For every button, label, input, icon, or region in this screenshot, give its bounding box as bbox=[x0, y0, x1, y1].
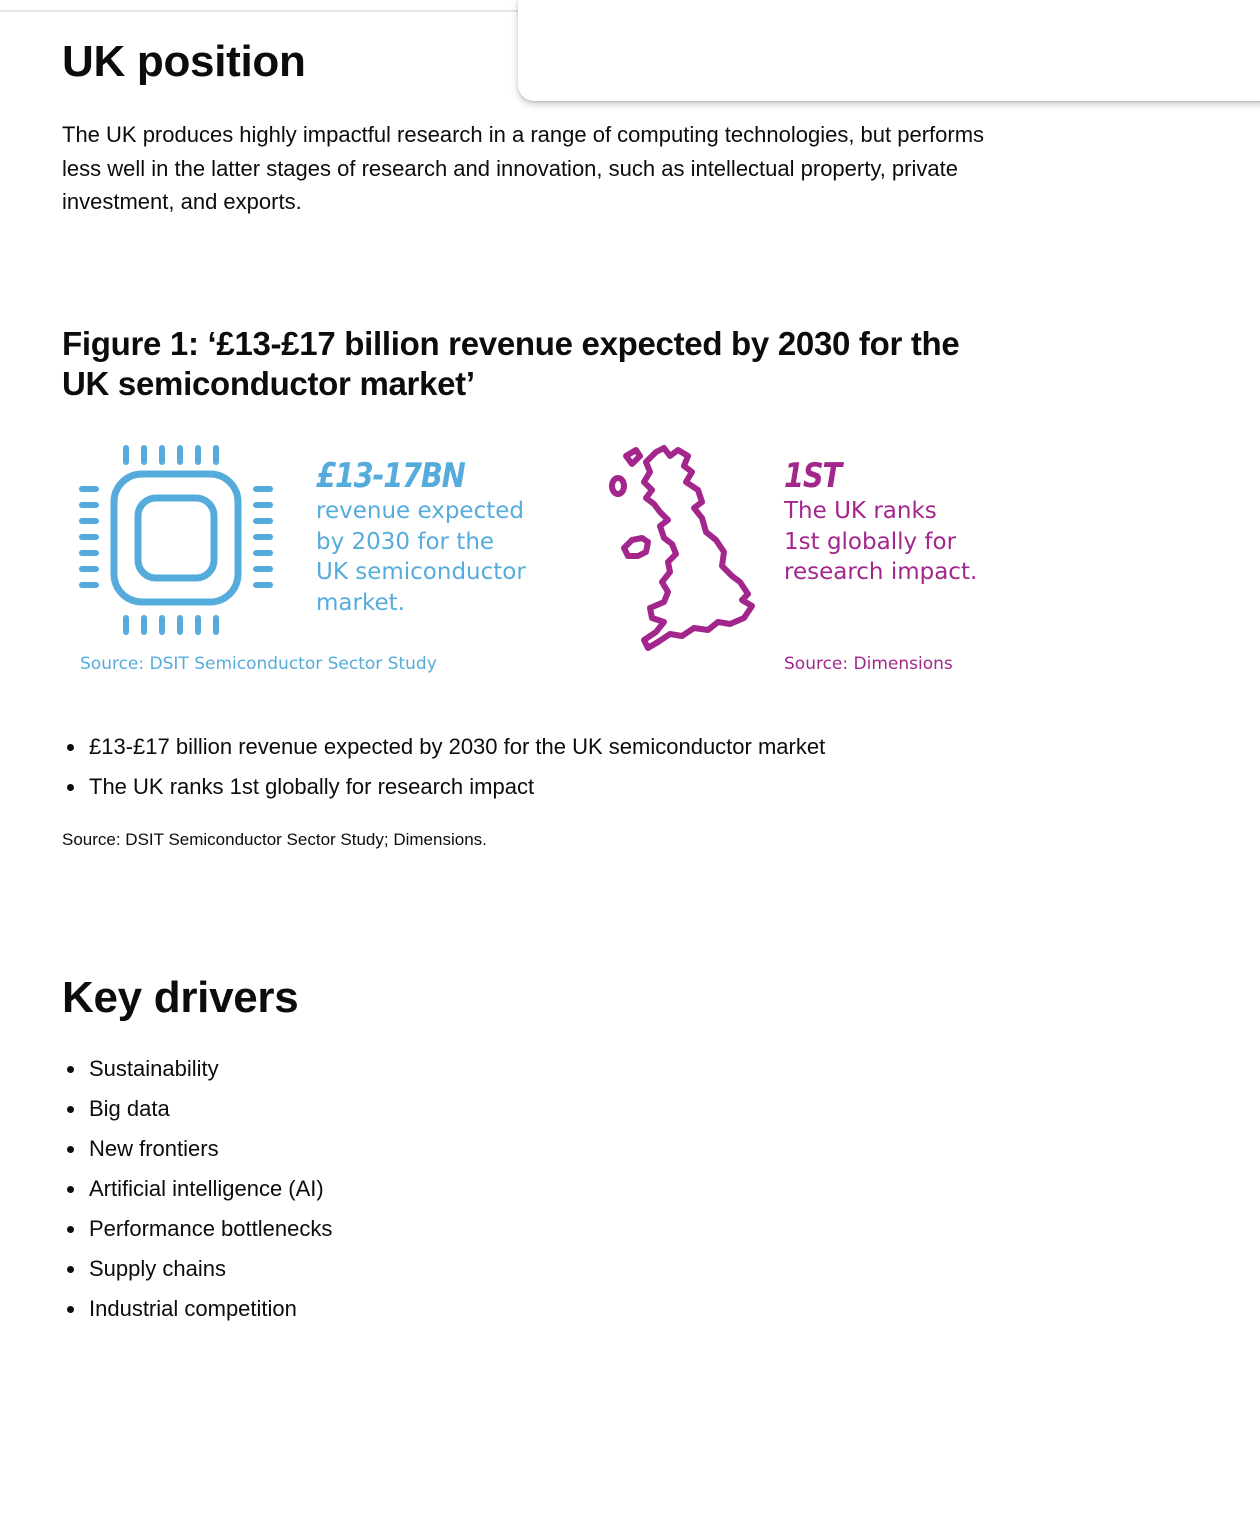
research-impact-stat-number: 1ST bbox=[784, 456, 841, 496]
research-impact-stat-line-1: The UK ranks bbox=[784, 498, 937, 524]
semiconductor-stat-number: £13-17BN bbox=[316, 456, 465, 496]
list-item: Big data bbox=[62, 1089, 332, 1129]
list-item: £13-£17 billion revenue expected by 2030 for the UK semiconductor market bbox=[62, 727, 825, 767]
key-drivers-list bbox=[62, 1049, 332, 1329]
semiconductor-stat bbox=[316, 456, 576, 618]
list-item: Sustainability bbox=[62, 1049, 332, 1089]
research-impact-stat-source: Source: Dimensions bbox=[784, 654, 953, 674]
figure-bullet-list bbox=[62, 727, 825, 807]
semiconductor-stat-line-1: revenue expected bbox=[316, 498, 524, 524]
list-item: New frontiers bbox=[62, 1129, 332, 1169]
chip-icon bbox=[76, 442, 276, 638]
list-item: Supply chains bbox=[62, 1249, 332, 1289]
list-item: Performance bottlenecks bbox=[62, 1209, 332, 1249]
uk-position-intro: The UK produces highly impactful research in a range of computing technologies, but performs less well in the latter stages of research and innovation, such as intellectual property, private investment, and exports. bbox=[62, 122, 985, 214]
semiconductor-stat-line-4: market. bbox=[316, 589, 405, 616]
uk-map-icon bbox=[606, 442, 762, 656]
overlay-popup-card[interactable] bbox=[518, 0, 1260, 101]
research-impact-stat-line-3: research impact. bbox=[784, 559, 978, 585]
research-impact-stat bbox=[784, 456, 1014, 588]
figure-source-note: Source: DSIT Semiconductor Sector Study; Dimensions. bbox=[62, 830, 487, 849]
figure-infographic bbox=[62, 430, 1012, 690]
figure-title: Figure 1: ‘£13-£17 billion revenue expected by 2030 for the UK semiconductor market’ bbox=[62, 325, 960, 402]
semiconductor-stat-line-2: by 2030 for the bbox=[316, 528, 495, 555]
list-item: The UK ranks 1st globally for research impact bbox=[62, 767, 825, 807]
list-item: Artificial intelligence (AI) bbox=[62, 1169, 332, 1209]
section-heading-uk-position: UK position bbox=[62, 37, 306, 86]
research-impact-stat-line-2: 1st globally for bbox=[784, 528, 957, 555]
semiconductor-stat-line-3: UK semiconductor bbox=[316, 559, 526, 585]
semiconductor-stat-source: Source: DSIT Semiconductor Sector Study bbox=[80, 654, 437, 674]
section-heading-key-drivers: Key drivers bbox=[62, 973, 299, 1022]
top-divider bbox=[0, 10, 520, 12]
list-item: Industrial competition bbox=[62, 1289, 332, 1329]
